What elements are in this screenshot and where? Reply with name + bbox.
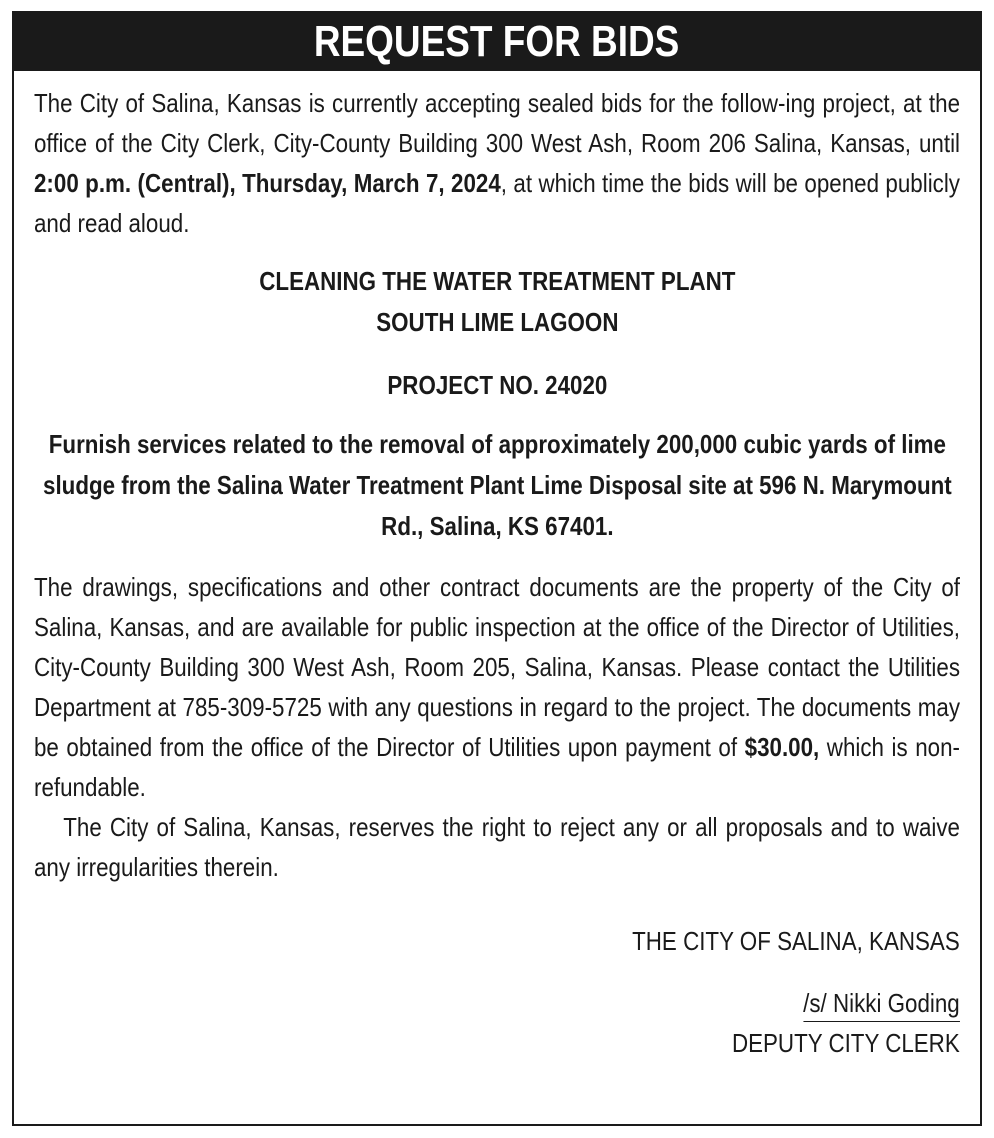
notice-title: REQUEST FOR BIDS — [314, 17, 680, 66]
signature-block — [34, 921, 960, 1063]
document-fee: $30.00, — [744, 732, 820, 762]
signature-line — [34, 983, 960, 1023]
bid-notice — [12, 11, 982, 1126]
project-title — [34, 261, 960, 343]
documents-text-before: The drawings, specifications and other contract documents are the property of the City of Salina, Kansas, and are available for public inspection at the office of the Director of Utilities, City-County Building 300 West Ash, Room 205, Salina, Kansas. Please contact the Utilities Department at 785-309-5725 with any questions in regard to the project. The documents may be obtained from the office of the Director of Utilities upon payment of — [34, 572, 961, 762]
project-number — [34, 365, 960, 406]
project-description-text: Furnish services related to the removal of approximately 200,000 cubic yards of lime sludge from the Salina Water Treatment Plant Lime Disposal site at 596 N. Marymount Rd., Salina, KS 67401. — [42, 429, 952, 541]
documents-text-after: which is non-refundable. — [34, 732, 961, 802]
notice-body — [14, 71, 980, 1063]
reservation-paragraph — [34, 807, 960, 887]
project-title-line1: CLEANING THE WATER TREATMENT PLANT — [258, 266, 736, 296]
intro-text-after: , at which time the bids will be opened publicly and read aloud. — [34, 168, 961, 238]
signed-name: /s/ Nikki Goding — [803, 985, 960, 1022]
reservation-text: The City of Salina, Kansas, reserves the right to reject any or all proposals and to waive any irregularities therein. — [34, 812, 961, 882]
project-number-text: PROJECT NO. 24020 — [387, 370, 607, 400]
signature-organization: THE CITY OF SALINA, KANSAS — [632, 926, 960, 956]
intro-paragraph — [34, 83, 960, 243]
intro-text-before: The City of Salina, Kansas is currently accepting sealed bids for the follow-ing project, at the office of the City Clerk, City-County Building 300 West Ash, Room 206 Salina, Kansas, until — [34, 88, 961, 158]
notice-header — [14, 13, 980, 71]
project-title-line2: SOUTH LIME LAGOON — [375, 307, 619, 337]
project-description — [34, 424, 960, 547]
signature-role: DEPUTY CITY CLERK — [732, 1028, 960, 1058]
bid-deadline: 2:00 p.m. (Central), Thursday, March 7, 2024 — [34, 168, 501, 198]
documents-paragraph — [34, 567, 960, 807]
